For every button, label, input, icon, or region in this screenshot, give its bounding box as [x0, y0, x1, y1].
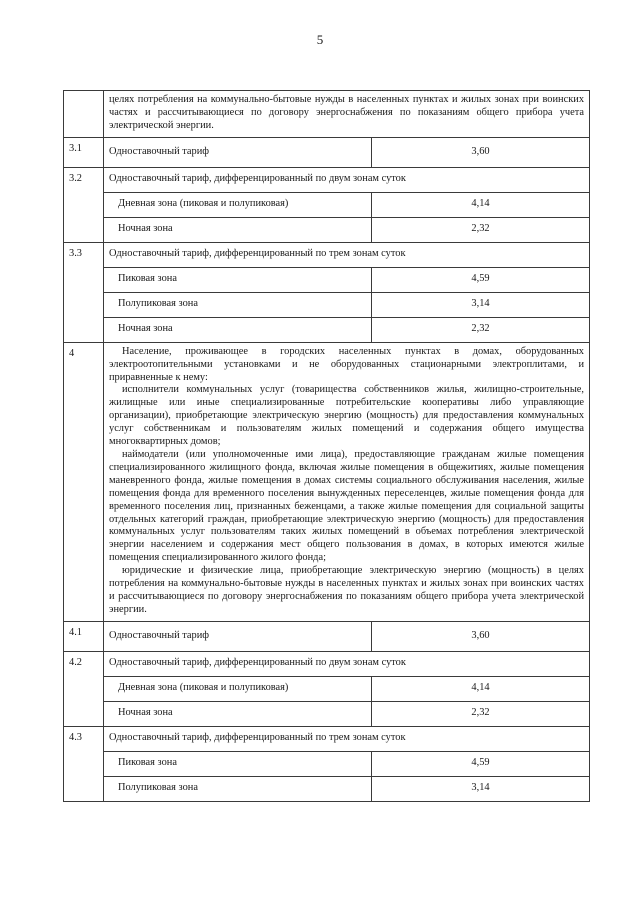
- zone-value: 2,32: [372, 317, 590, 342]
- tariff-label: Одноставочный тариф: [104, 137, 372, 167]
- zone-label: Ночная зона: [104, 317, 372, 342]
- row-number: 3.2: [64, 167, 104, 242]
- zone-label: Полупиковая зона: [104, 292, 372, 317]
- zone-value: 2,32: [372, 217, 590, 242]
- row-number: 4.2: [64, 651, 104, 726]
- zone-row: [64, 751, 590, 776]
- row-number: 4: [64, 342, 104, 621]
- table-row-3-2: [64, 167, 590, 192]
- zone-label: Полупиковая зона: [104, 776, 372, 801]
- table-row-4: [64, 342, 590, 621]
- zone-value: 4,14: [372, 676, 590, 701]
- zone-value: 4,14: [372, 192, 590, 217]
- tariff-label: Одноставочный тариф, дифференцированный по двум зонам суток: [104, 167, 590, 192]
- paragraph: Население, проживающее в городских населенных пунктах в домах, оборудованных электроотопительными установками и не оборудованных стационарными электроплитами, и приравненные к нему:: [109, 345, 585, 383]
- zone-row: [64, 701, 590, 726]
- section-4-description: [104, 342, 590, 621]
- zone-value: 3,14: [372, 776, 590, 801]
- zone-label: Ночная зона: [104, 217, 372, 242]
- row-number: 4.3: [64, 726, 104, 801]
- row-number: 4.1: [64, 621, 104, 651]
- zone-row: [64, 292, 590, 317]
- zone-row: [64, 217, 590, 242]
- table-row-3-3: [64, 242, 590, 267]
- tariff-label: Одноставочный тариф, дифференцированный по трем зонам суток: [104, 726, 590, 751]
- row-number: 3.1: [64, 137, 104, 167]
- table-row-3-1: [64, 137, 590, 167]
- tariff-label: Одноставочный тариф, дифференцированный по двум зонам суток: [104, 651, 590, 676]
- tariff-label: Одноставочный тариф: [104, 621, 372, 651]
- tariff-value: 3,60: [372, 621, 590, 651]
- zone-label: Дневная зона (пиковая и полупиковая): [104, 676, 372, 701]
- zone-value: 3,14: [372, 292, 590, 317]
- zone-label: Пиковая зона: [104, 267, 372, 292]
- paragraph: целях потребления на коммунально-бытовые нужды в населенных пунктах и жилых зонах при воинских частях и рассчитывающиеся по договору энергоснабжения по показаниям общего прибора учета электрической энергии.: [109, 94, 585, 131]
- paragraph: исполнители коммунальных услуг (товарищества собственников жилья, жилищно-строительные, жилищные или иные специализированные потребительские кооперативы либо управляющие организации), приобретающие электрическую энергию (мощность) для предоставления коммунальных услуг собственникам и пользователям жилых помещений и содержания общего имущества многоквартирных домов;: [109, 384, 585, 448]
- zone-value: 2,32: [372, 701, 590, 726]
- paragraph: юридические и физические лица, приобретающие электрическую энергию (мощность) в целях потребления на коммунально-бытовые нужды в населенных пунктах и жилых зонах при воинских частях и рассчитывающиеся по договору энергоснабжения по показаниям общего прибора учета электрической энергии.: [109, 565, 585, 615]
- tariff-value: 3,60: [372, 137, 590, 167]
- zone-row: [64, 267, 590, 292]
- table-row-4-2: [64, 651, 590, 676]
- zone-row: [64, 192, 590, 217]
- tariff-table: [63, 90, 590, 802]
- zone-label: Дневная зона (пиковая и полупиковая): [104, 192, 372, 217]
- zone-row: [64, 776, 590, 801]
- zone-row: [64, 676, 590, 701]
- table-row-4-1: [64, 621, 590, 651]
- zone-value: 4,59: [372, 751, 590, 776]
- zone-label: Ночная зона: [104, 701, 372, 726]
- tariff-label: Одноставочный тариф, дифференцированный по трем зонам суток: [104, 242, 590, 267]
- row-number: 3.3: [64, 242, 104, 342]
- page-number: 5: [316, 32, 324, 47]
- continuation-row: [64, 91, 590, 138]
- row-number-cell: [64, 91, 104, 138]
- table-row-4-3: [64, 726, 590, 751]
- continuation-text: [104, 91, 590, 138]
- zone-label: Пиковая зона: [104, 751, 372, 776]
- zone-value: 4,59: [372, 267, 590, 292]
- zone-row: [64, 317, 590, 342]
- paragraph: наймодатели (или уполномоченные ими лица), предоставляющие гражданам жилые помещения специализированного жилищного фонда, включая жилые помещения в общежитиях, жилые помещения маневренного фонда, жилые помещения в домах системы социального обслуживания населения, жилые помещения фонда для временного поселения вынужденных переселенцев, жилые помещения фонда для временного поселения лиц, признанных беженцами, а также жилые помещения для социальной защиты отдельных категорий граждан, приобретающие электрическую энергию (мощность) для предоставления коммунальных услуг пользователям таких жилых помещений в объемах потребления электрической энергии населением и содержания мест общего пользования в домах, в которых имеются жилые помещения специализированного жилого фонда;: [109, 448, 585, 564]
